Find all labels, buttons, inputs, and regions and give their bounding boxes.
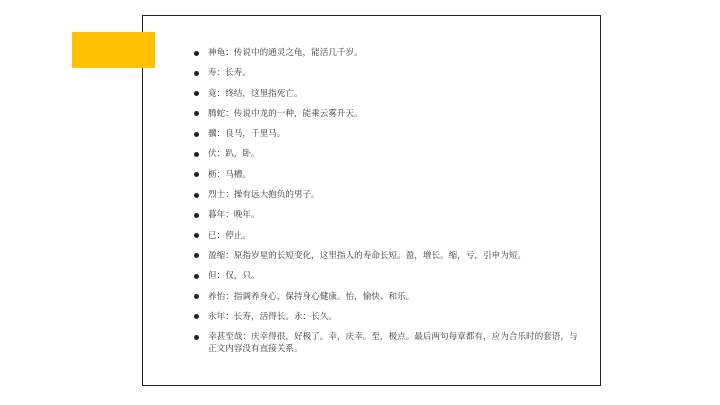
- bullet-icon: [194, 51, 199, 56]
- list-item: [194, 270, 586, 282]
- note-text: 神龟：传说中的通灵之龟，能活几千岁。: [208, 48, 363, 58]
- bullet-icon: [194, 274, 199, 279]
- list-item: [194, 311, 586, 323]
- list-item: [194, 108, 586, 120]
- bullet-icon: [194, 193, 199, 198]
- list-item: [194, 128, 586, 140]
- list-item: [194, 88, 586, 100]
- list-item: [194, 331, 586, 355]
- list-item: [194, 291, 586, 303]
- bullet-icon: [194, 71, 199, 76]
- accent-bar: [72, 32, 155, 68]
- note-text: 腾蛇：传说中龙的一种，能乘云雾升天。: [208, 108, 363, 119]
- bullet-icon: [194, 253, 199, 258]
- list-item: [194, 169, 586, 181]
- bullet-icon: [194, 111, 199, 116]
- list-item: [194, 189, 586, 201]
- note-text: 伏：趴，卧。: [208, 149, 260, 160]
- note-text: 但：仅，只。: [208, 271, 260, 282]
- list-item: [194, 250, 586, 262]
- note-text: 养怡：指调养身心，保持身心健康。怡，愉快、和乐。: [208, 291, 415, 302]
- bullet-icon: [194, 152, 199, 157]
- list-item: [194, 67, 586, 79]
- bullet-icon: [194, 335, 199, 340]
- note-text: 幸甚至哉：庆幸得很，好极了。幸，庆幸。至，极点。最后两句每章都有，应为合乐时的套语，与正文内容没有直接关系。: [208, 332, 578, 355]
- list-item: [194, 148, 586, 160]
- bullet-icon: [194, 294, 199, 299]
- bullet-icon: [194, 91, 199, 96]
- note-text: 寿：长寿。: [208, 68, 251, 79]
- bullet-icon: [194, 172, 199, 177]
- bullet-icon: [194, 132, 199, 137]
- note-text: 竟：终结，这里指死亡。: [208, 88, 303, 99]
- annotation-list: [194, 47, 586, 363]
- list-item: [194, 230, 586, 242]
- bullet-icon: [194, 314, 199, 319]
- note-text: 暮年：晚年。: [208, 210, 260, 221]
- note-text: 盈缩：原指岁星的长短变化，这里指人的寿命长短。盈，增长。缩，亏，引申为短。: [208, 250, 526, 261]
- list-item: [194, 209, 586, 221]
- note-text: 枥：马槽。: [208, 169, 251, 180]
- note-text: 已：停止。: [208, 230, 251, 241]
- bullet-icon: [194, 233, 199, 238]
- note-text: 永年：长寿，活得长。永：长久。: [208, 311, 337, 322]
- note-text: 骥：良马，千里马。: [208, 129, 286, 140]
- note-text: 烈士：操有远大抱负的男子。: [208, 190, 320, 201]
- list-item: [194, 47, 586, 59]
- bullet-icon: [194, 213, 199, 218]
